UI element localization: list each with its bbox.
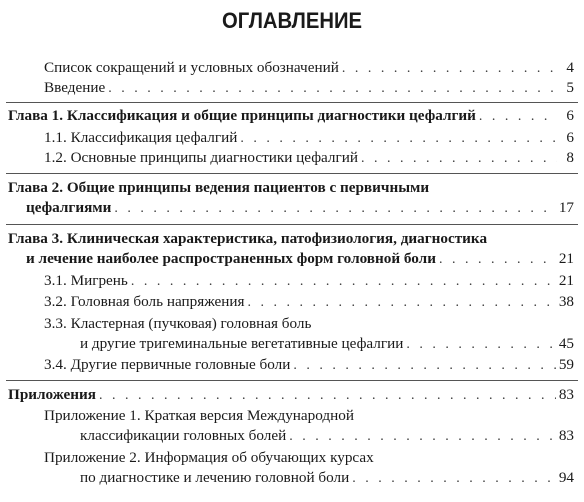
toc-entry-label: Список сокращений и условных обозначений <box>44 59 339 76</box>
toc-entry-appendices[interactable] <box>8 385 574 406</box>
toc-page-number: 21 <box>558 272 574 289</box>
toc-entry-label: 1.1. Классификация цефалгий <box>44 129 238 146</box>
section-divider <box>6 173 578 174</box>
toc-entry-3-3-line-1[interactable]: 3.3. Кластерная (пучковая) головная боль <box>44 315 312 332</box>
toc-entry-introduction[interactable] <box>44 78 574 99</box>
toc-entry-chapter-3[interactable] <box>26 249 574 270</box>
toc-page-number: 21 <box>558 250 574 267</box>
toc-entry-appendix-1-line-1[interactable]: Приложение 1. Краткая версия Международной <box>44 407 354 424</box>
toc-page-number: 6 <box>566 129 574 146</box>
toc-page-number: 83 <box>558 427 574 444</box>
toc-entry-label: по диагностике и лечению головной боли <box>80 469 350 486</box>
dot-leader <box>114 199 555 219</box>
dot-leader <box>131 272 556 292</box>
toc-page-number: 4 <box>566 59 574 76</box>
toc-entry-chapter-3-line-1[interactable]: Глава 3. Клиническая характеристика, патофизиология, диагностика <box>8 230 488 247</box>
toc-entry-label: цефалгиями <box>26 199 112 216</box>
toc-entry-3-2[interactable] <box>44 292 574 313</box>
page-title: ОГЛАВЛЕНИЕ <box>221 8 363 33</box>
toc-page-number: 5 <box>566 79 574 96</box>
section-divider <box>6 102 578 103</box>
dot-leader <box>479 107 557 127</box>
toc-entry-label: 1.2. Основные принципы диагностики цефалгий <box>44 149 358 166</box>
dot-leader <box>293 356 555 376</box>
dot-leader <box>361 149 557 169</box>
toc-entry-3-1[interactable] <box>44 271 574 292</box>
toc-entry-label: и другие тригеминальные вегетативные цефалгии <box>80 335 404 352</box>
toc-entry-chapter-2-line-1[interactable]: Глава 2. Общие принципы ведения пациентов с первичными <box>8 179 430 196</box>
toc-entry-chapter-2[interactable] <box>26 198 574 219</box>
toc-page-number: 38 <box>558 293 574 310</box>
toc-entry-appendix-2-line-1[interactable]: Приложение 2. Информация об обучающих курсах <box>44 449 374 466</box>
toc-page-number: 6 <box>566 107 574 124</box>
dot-leader <box>240 129 557 149</box>
toc-entry-label: классификации головных болей <box>80 427 287 444</box>
toc-entry-3-4[interactable] <box>44 355 574 376</box>
toc-page-number: 59 <box>558 356 574 373</box>
toc-entry-1-2[interactable] <box>44 148 574 169</box>
toc-entry-appendix-1[interactable] <box>80 426 574 447</box>
toc-entry-label: и лечение наиболее распространенных форм головной боли <box>26 250 436 267</box>
dot-leader <box>99 386 556 406</box>
toc-entry-1-1[interactable] <box>44 128 574 149</box>
dot-leader <box>439 250 556 270</box>
toc-page-number: 45 <box>558 335 574 352</box>
toc-entry-appendix-2[interactable] <box>80 468 574 489</box>
toc-entry-abbreviations[interactable] <box>44 58 574 79</box>
toc-page-number: 8 <box>566 149 574 166</box>
dot-leader <box>406 335 555 355</box>
toc-entry-label: 3.4. Другие первичные головные боли <box>44 356 291 373</box>
dot-leader <box>342 59 557 79</box>
section-divider <box>6 380 578 381</box>
section-divider <box>6 224 578 225</box>
toc-entry-chapter-1[interactable] <box>8 106 574 127</box>
toc-entry-label: Глава 1. Классификация и общие принципы диагностики цефалгий <box>8 107 476 124</box>
dot-leader <box>108 79 557 99</box>
toc-entry-label: Введение <box>44 79 106 96</box>
toc-page-number: 83 <box>558 386 574 403</box>
toc-entry-label: Приложения <box>8 386 97 403</box>
toc-entry-3-3[interactable] <box>80 334 574 355</box>
dot-leader <box>289 427 556 447</box>
dot-leader <box>352 469 556 489</box>
toc-page-number: 94 <box>558 469 574 486</box>
dot-leader <box>247 293 555 313</box>
toc-page-number: 17 <box>558 199 574 216</box>
toc-entry-label: 3.1. Мигрень <box>44 272 128 289</box>
toc-entry-label: 3.2. Головная боль напряжения <box>44 293 245 310</box>
